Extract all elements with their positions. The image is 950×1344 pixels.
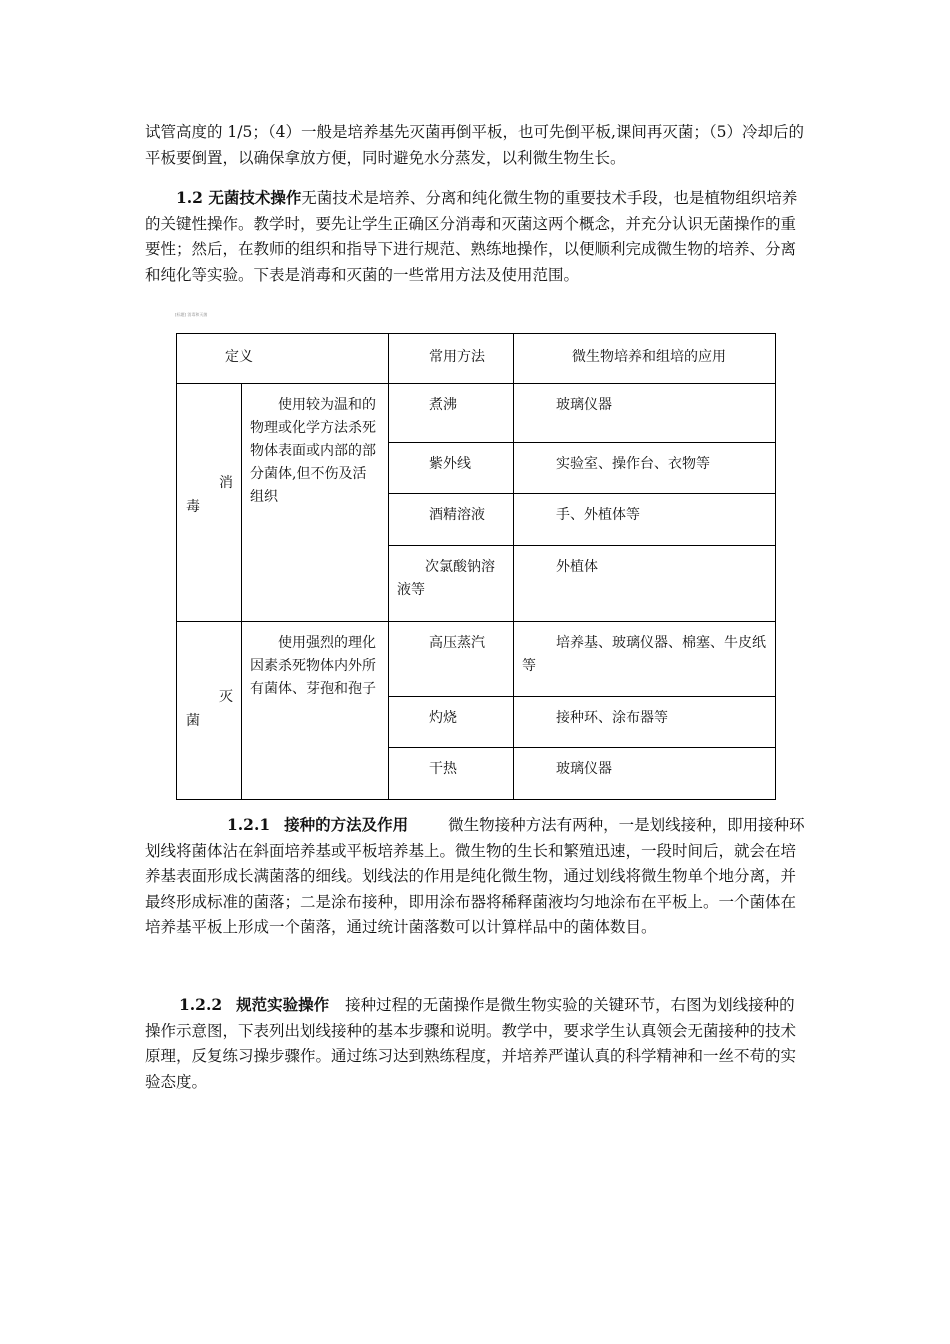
header-method: 常用方法 <box>389 334 514 384</box>
method-cell: 酒精溶液 <box>389 494 514 546</box>
disinfection-sterilization-table <box>176 333 776 800</box>
table-header-row <box>177 334 776 384</box>
table-row <box>177 622 776 697</box>
category-disinfection: 消 毒 <box>177 384 242 622</box>
application-cell: 培养基、玻璃仪器、棉塞、牛皮纸等 <box>514 622 776 697</box>
paragraph-standard-operation <box>145 992 805 1095</box>
application-cell: 玻璃仪器 <box>514 748 776 800</box>
method-cell: 灼烧 <box>389 697 514 748</box>
paragraph-text: 微生物接种方法有两种，一是划线接种，即用接种环划线将菌体沾在斜面培养基或平板培养基上。微生物的生长和繁殖迅速，一段时间后，就会在培养基表面形成长满菌落的细线。划线法的作用是纯化微生物，通过划线将微生物单个地分离，并最终形成标准的菌落；二是涂布接种，即用涂布器将稀释菌液均匀地涂布在平板上。一个菌体在培养基平板上形成一个菌落，通过统计菌落数可以计算样品中的菌体数目。 <box>145 816 805 936</box>
table-caption: [标题] 消毒和灭菌 <box>175 312 208 317</box>
application-cell: 玻璃仪器 <box>514 384 776 443</box>
section-number-1-2-1: 1.2.1 <box>227 815 271 834</box>
definition-sterilization: 使用强烈的理化因素杀死物体内外所有菌体、芽孢和孢子 <box>242 622 389 800</box>
header-definition: 定义 <box>177 334 389 384</box>
method-cell: 煮沸 <box>389 384 514 443</box>
section-heading-1-2-1: 接种的方法及作用 <box>284 815 409 834</box>
section-heading-1-2: 1.2 无菌技术操作 <box>176 188 302 207</box>
paragraph-text: 无菌技术是培养、分离和纯化微生物的重要技术手段，也是植物组织培养的关键性操作。教学时，要先让学生正确区分消毒和灭菌这两个概念，并充分认识无菌操作的重要性；然后，在教师的组织和指导下进行规范、熟练地操作，以便顺利完成微生物的培养、分离和纯化等实验。下表是消毒和灭菌的一些常用方法及使用范围。 <box>145 189 798 284</box>
application-cell: 实验室、操作台、衣物等 <box>514 443 776 494</box>
header-application: 微生物培养和组培的应用 <box>514 334 776 384</box>
paragraph-inoculation-methods <box>145 812 805 941</box>
method-cell: 紫外线 <box>389 443 514 494</box>
application-cell: 手、外植体等 <box>514 494 776 546</box>
section-heading-1-2-2: 规范实验操作 <box>236 995 330 1014</box>
definition-disinfection: 使用较为温和的物理或化学方法杀死物体表面或内部的部分菌体,但不伤及活组织 <box>242 384 389 622</box>
application-cell: 接种环、涂布器等 <box>514 697 776 748</box>
category-sterilization: 灭 菌 <box>177 622 242 800</box>
method-cell: 次氯酸钠溶液等 <box>389 546 514 622</box>
method-cell: 干热 <box>389 748 514 800</box>
application-cell: 外植体 <box>514 546 776 622</box>
paragraph-aseptic-technique <box>145 185 805 288</box>
method-cell: 高压蒸汽 <box>389 622 514 697</box>
paragraph-text: 接种过程的无菌操作是微生物实验的关键环节，右图为划线接种的操作示意图，下表列出划线接种的基本步骤和说明。教学中，要求学生认真领会无菌接种的技术原理，反复练习操步骤作。通过练习达到熟练程度，并培养严谨认真的科学精神和一丝不苟的实验态度。 <box>145 996 797 1091</box>
table-row <box>177 384 776 443</box>
section-number-1-2-2: 1.2.2 <box>179 995 223 1014</box>
paragraph-continuation: 试管高度的 1/5；（4）一般是培养基先灭菌再倒平板，也可先倒平板,课间再灭菌；（5）冷却后的平板要倒置，以确保拿放方便，同时避免水分蒸发，以利微生物生长。 <box>145 123 805 167</box>
